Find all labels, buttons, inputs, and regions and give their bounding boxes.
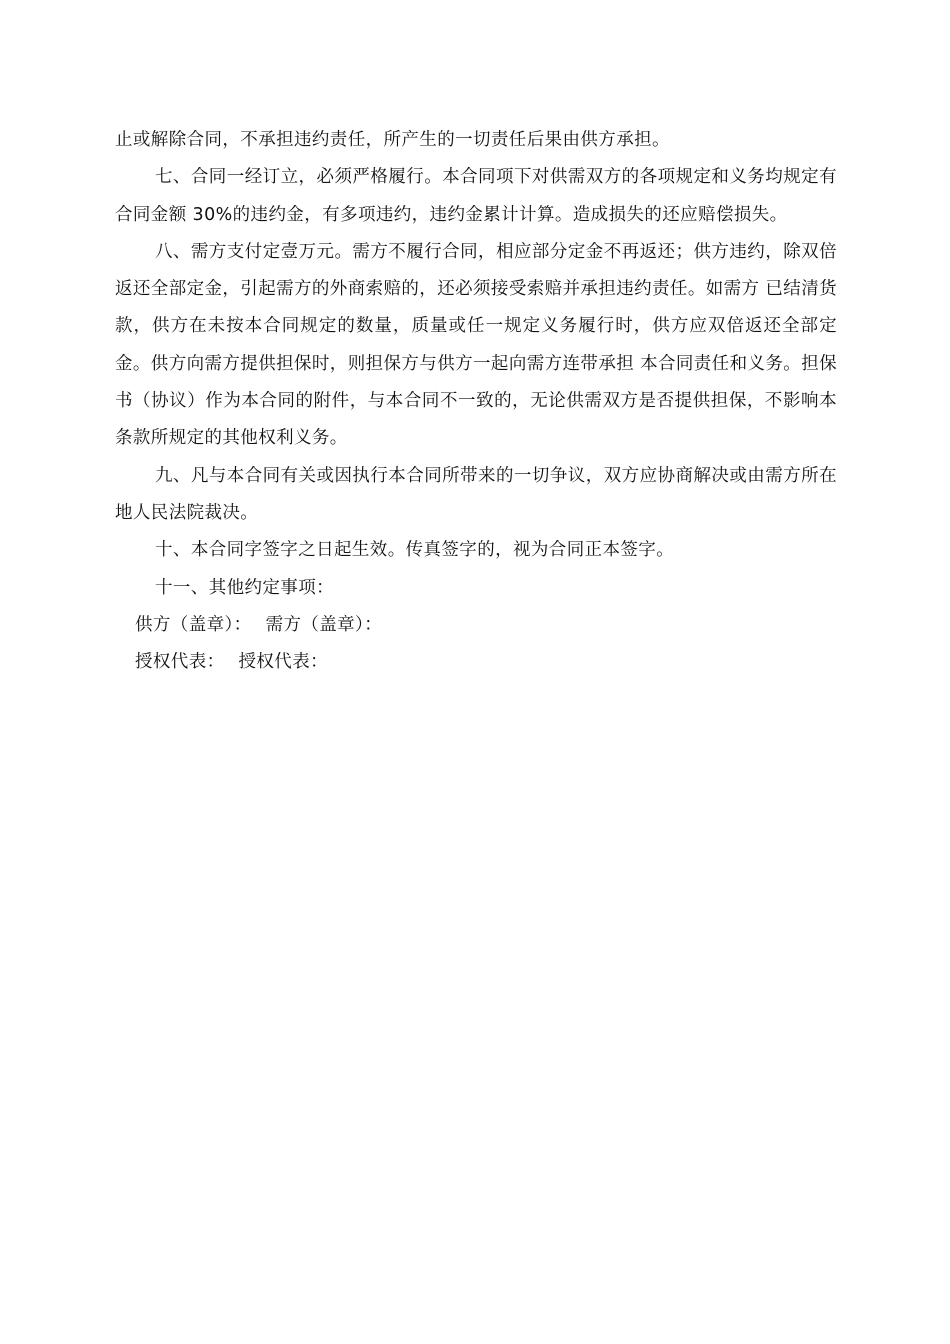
clause-text: 其他约定事项： (208, 577, 335, 598)
signature-seal-line (115, 607, 837, 644)
clause-9 (115, 458, 837, 533)
clause-number: 七、 (155, 167, 191, 188)
authorized-representative-line (115, 644, 837, 681)
clause-text: 凡与本合同有关或因执行本合同所带来的一切争议，双方应协商解决或由需方所在地人民法院裁决。 (115, 465, 837, 523)
clause-number: 八、 (155, 241, 191, 262)
clause-11 (115, 570, 837, 607)
clause-text: 本合同字签字之日起生效。传真签字的，视为合同正本签字。 (190, 540, 675, 561)
clause-number: 九、 (155, 465, 191, 486)
clause-text: 需方支付定壹万元。需方不履行合同，相应部分定金不再返还；供方违约，除双倍返还全部定金，引起需方的外商索赔的，还必须接受索赔并承担违约责任。如需方 已结清货款，供方在未按本合同规定的数量，质量或任一规定义务履行时，供方应双倍返还全部定金。供方向需方提供担保时，则担保方与供方一起向需方连带承担 本合同责任和义务。担保书（协议）作为本合同的附件，与本合同不一致的，无论供需双方是否提供担保，不影响本条款所规定的其他权利义务。 (115, 241, 837, 449)
clause-8 (115, 234, 837, 458)
clause-10 (115, 532, 837, 569)
paragraph-continued (115, 122, 837, 159)
buyer-representative-label: 授权代表： (238, 652, 328, 673)
clause-text: 合同一经订立，必须严格履行。本合同项下对供需双方的各项规定和义务均规定有合同金额 30%的违约金，有多项违约，违约金累计计算。造成损失的还应赔偿损失。 (115, 167, 837, 225)
clause-number: 十、 (155, 540, 191, 561)
supplier-seal-label: 供方（盖章）： (135, 614, 252, 635)
buyer-seal-label: 需方（盖章）： (265, 614, 383, 635)
clause-7 (115, 159, 837, 234)
supplier-representative-label: 授权代表： (135, 652, 225, 673)
contract-page (115, 122, 837, 681)
clause-number: 十一、 (155, 577, 209, 598)
paragraph-text: 止或解除合同，不承担违约责任，所产生的一切责任后果由供方承担。 (115, 130, 670, 150)
